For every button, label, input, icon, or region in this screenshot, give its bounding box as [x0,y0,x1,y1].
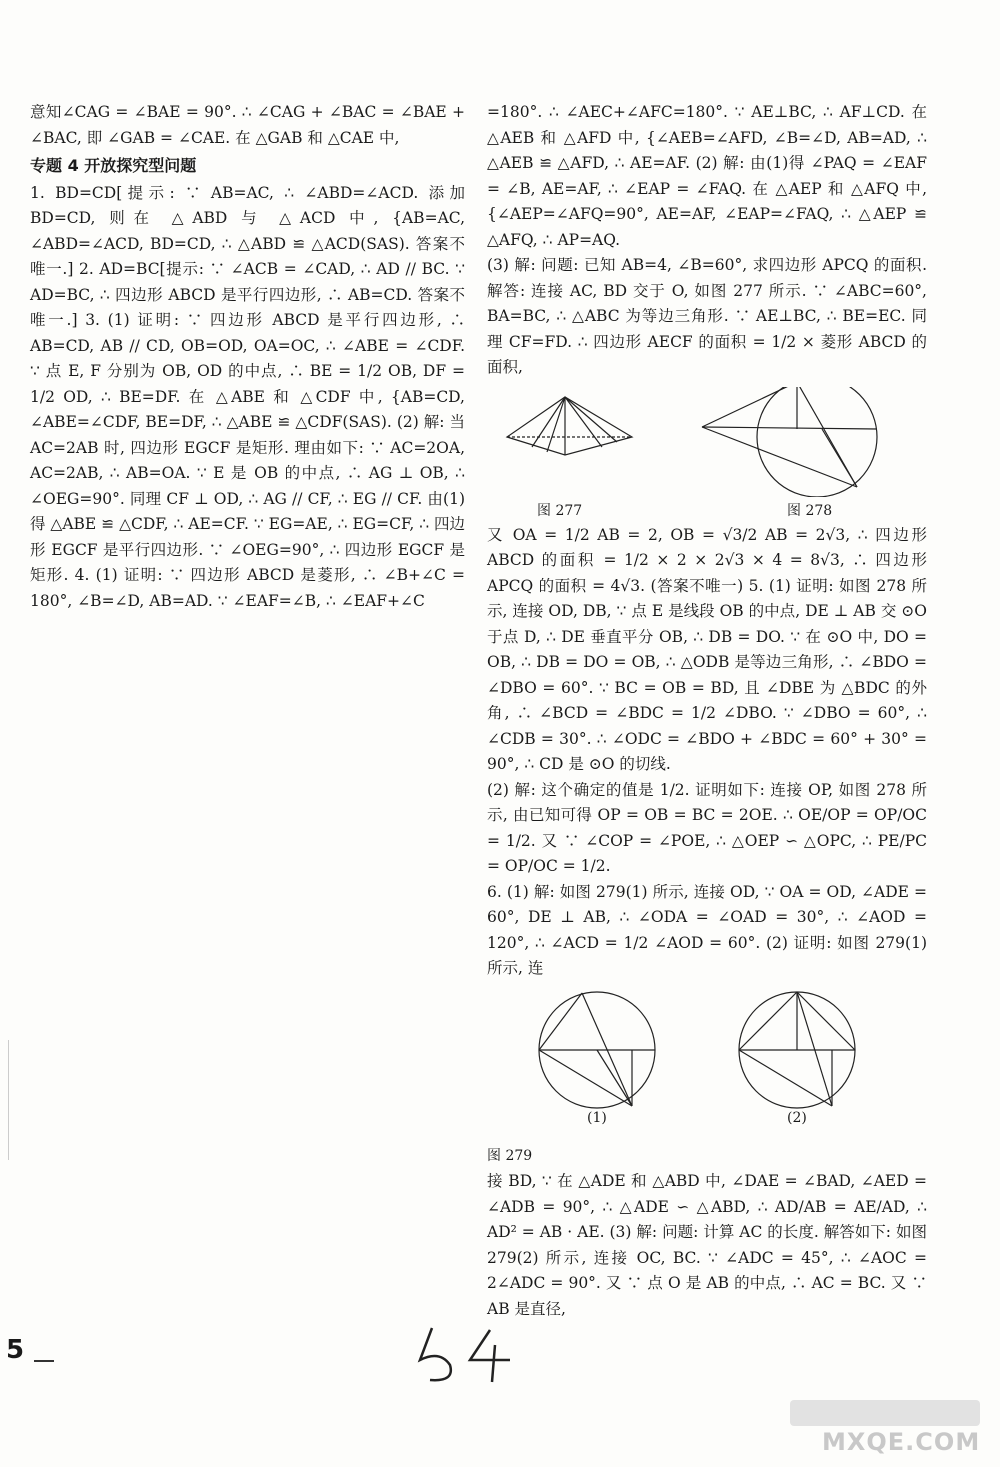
solution-text-5: 又 OA = 1/2 AB = 2, OB = √3/2 AB = 2√3, ∴ 四边形 ABCD 的面积 = 1/2 × 2 × 2√3 × 4 = 8√3, ∴ 四边形 APCQ 的面积 = 4√3. (答案不唯一) 5. (1) 证明: 如图 278 所示, 连接 OD, DB, ∵ 点 E 是线段 OB 的中点, DE ⊥ AB 交 ⊙O 于点 D, ∴ DE 垂直平分 OB, ∴ DB = DO. ∵ 在 ⊙O 中, DO = OB, ∴ DB = DO = OB, ∴ △ODB 是等边三角形, ∴ ∠BDO = ∠DBO = 60°. ∵ BC = OB = BD, 且 ∠DBE 为 △BDC 的外角, ∴ ∠BCD = ∠BDC = 1/2 ∠DBO. ∵ ∠DBO = 60°, ∴ ∠CDB = 30°. ∴ ∠ODC = ∠BDO + ∠BDC = 60° + 30° = 90°, ∴ CD 是 ⊙O 的切线. [487,525,927,773]
page-edge-mark [0,1040,9,1160]
solution-text-2: 1. BD=CD[提示: ∵ AB=AC, ∴ ∠ABD=∠ACD. 添加 BD=CD, 则在 △ABD 与 △ACD 中, {AB=AC, ∠ABD=∠ACD, BD=CD, ∴ △ABD ≌ △ACD(SAS). 答案不唯一.] 2. AD=BC[提示: ∵ ∠ACB = ∠CAD, ∴ AD // BC. ∵ AD=BC, ∴ 四边形 ABCD 是平行四边形, ∴ AB=CD. 答案不唯一.] 3. (1) 证明: ∵ 四边形 ABCD 是平行四边形, ∴ AB=CD, AB // CD, OB=OD, OA=OC, ∴ ∠ABE = ∠CDF. ∵ 点 E, F 分别为 OB, OD 的中点, ∴ BE = 1/2 OB, DF = 1/2 OD, ∴ BE=DF. 在 △ABE 和 △CDF 中, {AB=CD, ∠ABE=∠CDF, BE=DF, ∴ △ABE ≌ △CDF(SAS). (2) 解: 当 AC=2AB 时, 四边形 EGCF 是矩形. 理由如下: ∵ AC=2OA, AC=2AB, ∴ AB=OA. ∵ E 是 OB 的中点, ∴ AG ⊥ OB, ∴ ∠OEG=90°. 同理 CF ⊥ OD, ∴ AG // CF, ∴ EG // CF. 由(1)得 △ABE ≌ △CDF, ∴ AE=CF. ∵ EG=AE, ∴ EG=CF, ∴ 四边形 EGCF 是平行四边形. ∵ ∠OEG=90°, ∴ 四边形 EGCF 是矩形. 4. (1) 证明: ∵ 四边形 ABCD 是菱形, ∴ ∠B+∠C = 180°, ∠B=∠D, AB=AD. ∵ ∠EAF=∠B, ∴ ∠EAF+∠C [30,183,465,610]
solution-text-3: =180°. ∴ ∠AEC+∠AFC=180°. ∵ AE⊥BC, ∴ AF⊥CD. 在 △AEB 和 △AFD 中, {∠AEB=∠AFD, ∠B=∠D, AB=AD, ∴ △AEB ≌ △AFD, ∴ AE=AF. (2) 解: 由(1)得 ∠PAQ = ∠EAF = ∠B, AE=AF, ∴ ∠EAP = ∠FAQ. 在 △AEP 和 △AFQ 中, {∠AEP=∠AFQ=90°, AE=AF, ∠EAP=∠FAQ, ∴ △AEP ≌ △AFQ, ∴ AP=AQ. [487,103,927,249]
page-number: 5 [6,1335,25,1365]
figure-279 [487,988,927,1138]
solution-text-1: 意知∠CAG = ∠BAE = 90°. ∴ ∠CAG + ∠BAC = ∠BAE + ∠BAC, 即 ∠GAB = ∠CAE. 在 △GAB 和 △CAE 中, [30,103,465,147]
watermark-text: MXQE.COM [822,1428,981,1456]
right-column [487,100,927,1322]
solution-text-6: (2) 解: 这个确定的值是 1/2. 证明如下: 连接 OP, 如图 278 所示, 由已知可得 OP = OB = BC = 2OE. ∴ OE/OP = OP/OC = 1/2. 又 ∵ ∠COP = ∠POE, ∴ △OEP ∽ △OPC, ∴ PE/PC = OP/OC = 1/2. [487,780,927,875]
left-column [30,100,465,614]
figure-279-drawing [487,988,927,1118]
figure-278-caption: 图 278 [787,502,833,519]
figure-279-sub1: (1) [587,1109,607,1126]
figures-277-278 [487,387,927,517]
solution-text-8: 接 BD, ∵ 在 △ADE 和 △ABD 中, ∠DAE = ∠BAD, ∠AED = ∠ADB = 90°, ∴ △ADE ∽ △ABD, ∴ AD/AB = AE/AD, ∴ AD² = AB · AE. (3) 解: 问题: 计算 AC 的长度. 解答如下: 如图 279(2) 所示, 连接 OC, BC. ∵ ∠ADC = 45°, ∴ ∠AOC = 2∠ADC = 90°. 又 ∵ 点 O 是 AB 的中点, ∴ AC = BC. 又 ∵ AB 是直径, [487,1172,927,1318]
solution-text-4: (3) 解: 问题: 已知 AB=4, ∠B=60°, 求四边形 APCQ 的面积. 解答: 连接 AC, BD 交于 O, 如图 277 所示. ∵ ∠ABC=60°, BA=BC, ∴ △ABC 为等边三角形. ∵ AE⊥BC, ∴ BE=EC. 同理 CF=FD. ∴ 四边形 AECF 的面积 = 1/2 × 菱形 ABCD 的面积, [487,256,927,376]
figure-277-278-drawing [487,387,927,497]
solution-text-7: 6. (1) 解: 如图 279(1) 所示, 连接 OD, ∵ OA = OD, ∠ADE = 60°, DE ⊥ AB, ∴ ∠ODA = ∠OAD = 30°, ∴ ∠AOD = 120°, ∴ ∠ACD = 1/2 ∠AOD = 60°. (2) 证明: 如图 279(1) 所示, 连 [487,882,927,977]
page-number-dash [34,1360,54,1362]
figure-279-sub2: (2) [787,1109,807,1126]
figure-279-caption: 图 279 [487,1147,533,1164]
section-heading: 专题 4 开放探究型问题 [30,156,197,175]
figure-277-caption: 图 277 [537,502,583,519]
handwritten-page-number [410,1320,530,1390]
